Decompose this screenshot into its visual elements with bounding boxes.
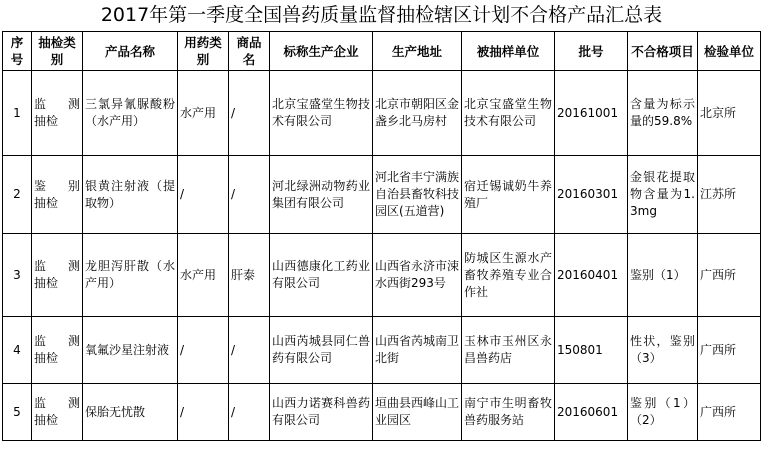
header-manufacturer: 标称生产企业 bbox=[270, 32, 373, 71]
cell-inspection-type: 监 测抽检 bbox=[32, 234, 83, 317]
cell-index: 4 bbox=[3, 317, 32, 384]
cell-brand-name: 肝泰 bbox=[229, 234, 270, 317]
cell-index: 1 bbox=[3, 71, 32, 156]
cell-batch-number: 20160601 bbox=[555, 384, 628, 441]
cell-brand-name: / bbox=[229, 71, 270, 156]
table-row bbox=[3, 234, 761, 317]
cell-batch-number: 20161001 bbox=[555, 71, 628, 156]
cell-brand-name: / bbox=[229, 317, 270, 384]
cell-product-name: 氧氟沙星注射液 bbox=[83, 317, 178, 384]
cell-usage-category: / bbox=[178, 317, 229, 384]
cell-production-address: 山西省芮城南卫北街 bbox=[373, 317, 462, 384]
cell-failed-items: 金银花提取物含量为1.3mg bbox=[628, 156, 698, 234]
header-production-address: 生产地址 bbox=[373, 32, 462, 71]
cell-production-address: 山西省永济市涑水西街293号 bbox=[373, 234, 462, 317]
cell-production-address: 北京市朝阳区金盏乡北马房村 bbox=[373, 71, 462, 156]
cell-testing-unit: 江苏所 bbox=[698, 156, 761, 234]
cell-production-address: 河北省丰宁满族自治县畜牧科技园区(五道营) bbox=[373, 156, 462, 234]
cell-production-address: 垣曲县西峰山工业园区 bbox=[373, 384, 462, 441]
header-index: 序号 bbox=[3, 32, 32, 71]
cell-testing-unit: 广西所 bbox=[698, 234, 761, 317]
cell-manufacturer: 山西力诺赛科兽药有限公司 bbox=[270, 384, 373, 441]
cell-index: 5 bbox=[3, 384, 32, 441]
cell-testing-unit: 广西所 bbox=[698, 384, 761, 441]
cell-usage-category: 水产用 bbox=[178, 71, 229, 156]
cell-sampled-unit: 宿迁锡诚奶牛养殖厂 bbox=[462, 156, 555, 234]
cell-usage-category: / bbox=[178, 384, 229, 441]
table-header-row bbox=[3, 32, 761, 71]
cell-failed-items: 鉴别（1）（2） bbox=[628, 384, 698, 441]
cell-failed-items: 性状，鉴别（3） bbox=[628, 317, 698, 384]
cell-inspection-type: 监 测抽检 bbox=[32, 384, 83, 441]
cell-brand-name: / bbox=[229, 384, 270, 441]
cell-sampled-unit: 玉林市玉州区永昌兽药店 bbox=[462, 317, 555, 384]
table-row bbox=[3, 317, 761, 384]
cell-index: 2 bbox=[3, 156, 32, 234]
cell-inspection-type: 鉴 别抽检 bbox=[32, 156, 83, 234]
document-title: 2017年第一季度全国兽药质量监督抽检辖区计划不合格产品汇总表 bbox=[100, 4, 663, 26]
header-brand-name: 商品名 bbox=[229, 32, 270, 71]
header-product-name: 产品名称 bbox=[83, 32, 178, 71]
header-batch-number: 批号 bbox=[555, 32, 628, 71]
header-usage-category: 用药类别 bbox=[178, 32, 229, 71]
cell-manufacturer: 山西德康化工药业有限公司 bbox=[270, 234, 373, 317]
cell-manufacturer: 北京宝盛堂生物技术有限公司 bbox=[270, 71, 373, 156]
cell-batch-number: 20160401 bbox=[555, 234, 628, 317]
header-failed-items: 不合格项目 bbox=[628, 32, 698, 71]
table-row bbox=[3, 71, 761, 156]
cell-usage-category: / bbox=[178, 156, 229, 234]
cell-inspection-type: 监 测抽检 bbox=[32, 71, 83, 156]
cell-manufacturer: 河北绿洲动物药业集团有限公司 bbox=[270, 156, 373, 234]
cell-index: 3 bbox=[3, 234, 32, 317]
cell-product-name: 龙胆泻肝散（水产用） bbox=[83, 234, 178, 317]
cell-batch-number: 20160301 bbox=[555, 156, 628, 234]
cell-inspection-type: 监 测抽检 bbox=[32, 317, 83, 384]
cell-usage-category: 水产用 bbox=[178, 234, 229, 317]
header-testing-unit: 检验单位 bbox=[698, 32, 761, 71]
cell-product-name: 银黄注射液（提取物） bbox=[83, 156, 178, 234]
cell-failed-items: 含量为标示量的59.8% bbox=[628, 71, 698, 156]
cell-product-name: 三氯异氰脲酸粉（水产用） bbox=[83, 71, 178, 156]
cell-testing-unit: 北京所 bbox=[698, 71, 761, 156]
cell-sampled-unit: 防城区生源水产畜牧养殖专业合作社 bbox=[462, 234, 555, 317]
cell-sampled-unit: 北京宝盛堂生物技术有限公司 bbox=[462, 71, 555, 156]
cell-product-name: 保胎无忧散 bbox=[83, 384, 178, 441]
cell-sampled-unit: 南宁市生明畜牧兽药服务站 bbox=[462, 384, 555, 441]
table-row bbox=[3, 384, 761, 441]
unqualified-products-table bbox=[2, 31, 761, 441]
cell-testing-unit: 广西所 bbox=[698, 317, 761, 384]
table-row bbox=[3, 156, 761, 234]
cell-brand-name: / bbox=[229, 156, 270, 234]
cell-batch-number: 150801 bbox=[555, 317, 628, 384]
cell-manufacturer: 山西芮城县同仁兽药有限公司 bbox=[270, 317, 373, 384]
header-sampled-unit: 被抽样单位 bbox=[462, 32, 555, 71]
header-inspection-type: 抽检类别 bbox=[32, 32, 83, 71]
cell-failed-items: 鉴别（1） bbox=[628, 234, 698, 317]
